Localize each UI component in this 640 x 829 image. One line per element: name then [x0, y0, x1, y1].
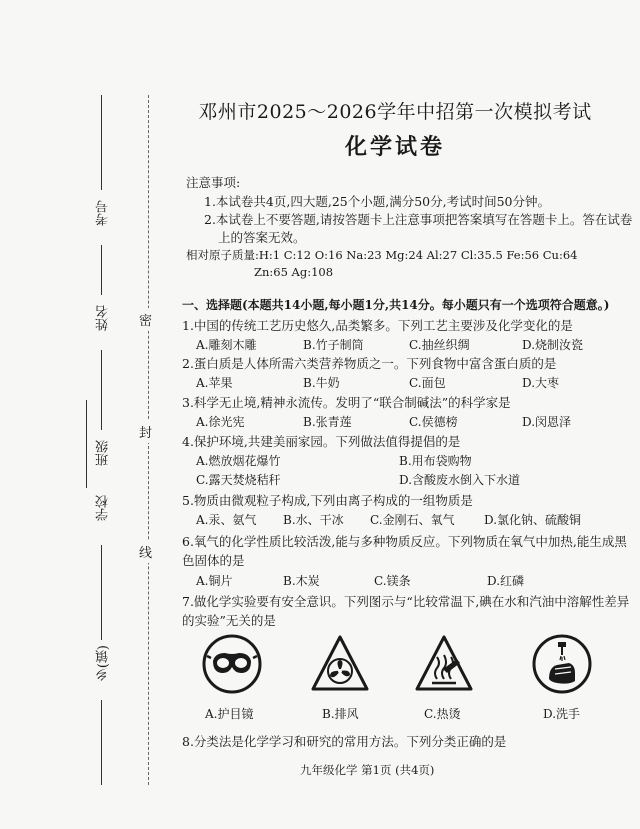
q3-stem: 3.科学无止境,精神永流传。发明了“联合制碱法”的科学家是 [182, 395, 511, 410]
hot-surface-icon [413, 633, 475, 695]
q7-option-d: D.洗手 [543, 707, 581, 721]
q6-stem: 6.氧气的化学性质比较活泼,能与多种物质反应。下列物质在氧气中加热,能生成黑 [182, 534, 627, 549]
atomic-masses: 相对原子质量:H:1 C:12 O:16 Na:23 Mg:24 Al:27 Cl:35.5 Fe:56 Cu:64 [186, 248, 578, 262]
seal-mi: 密 [139, 308, 152, 331]
town-label: 乡(镇) [96, 645, 111, 682]
q6-option-d: D.红磷 [487, 574, 525, 588]
q6-option-c: C.镁条 [374, 574, 411, 588]
q4-option-c: C.露天焚烧秸秆 [196, 473, 281, 487]
q1-option-d: D.烧制汝瓷 [522, 338, 584, 352]
q2-option-c: C.面包 [409, 376, 446, 390]
seal-xian: 线 [139, 540, 152, 563]
q5-stem: 5.物质由微观粒子构成,下列由离子构成的一组物质是 [182, 493, 473, 508]
q7-option-a: A.护目镜 [205, 707, 254, 721]
page-footer: 九年级化学 第1页 (共4页) [300, 763, 435, 777]
section1-heading: 一、选择题(本题共14小题,每小题1分,共14分。每小题只有一个选项符合题意。) [182, 298, 610, 312]
exam-no-label: 考号 [96, 200, 111, 226]
hand-washing-icon [531, 633, 593, 695]
q4-option-a: A.燃放烟花爆竹 [196, 454, 281, 468]
q2-option-a: A.苹果 [196, 376, 233, 390]
notes-item-1: 1.本试卷共4页,四大题,25个小题,满分50分,考试时间50分钟。 [204, 194, 550, 209]
q4-option-d: D.含酸废水倒入下水道 [399, 473, 521, 487]
class-blank [101, 350, 102, 430]
seal-feng: 封 [139, 420, 152, 443]
notes-item-2: 2.本试卷上不要答题,请按答题卡上注意事项把答案填写在答题卡上。答在试卷 [204, 212, 633, 227]
ventilation-icon [309, 633, 371, 695]
q1-stem: 1.中国的传统工艺历史悠久,品类繁多。下列工艺主要涉及化学变化的是 [182, 318, 573, 333]
q7-option-c: C.热烫 [424, 707, 461, 721]
q3-option-a: A.徐光宪 [196, 415, 245, 429]
q8-stem: 8.分类法是化学学习和研究的常用方法。下列分类正确的是 [182, 734, 507, 749]
q1-option-a: A.雕刻木雕 [196, 338, 257, 352]
exam-title: 邓州市2025～2026学年中招第一次模拟考试 [198, 101, 592, 123]
notes-heading: 注意事项: [186, 175, 241, 190]
town-blank [101, 545, 102, 640]
q5-option-b: B.水、干冰 [283, 513, 344, 527]
school-label: 学校 [96, 495, 111, 521]
exam-subtitle: 化学试卷 [344, 134, 445, 160]
q4-option-b: B.用布袋购物 [399, 454, 472, 468]
name-blank [101, 245, 102, 295]
q6-stem-cont: 色固体的是 [182, 553, 245, 568]
q6-option-b: B.木炭 [283, 574, 320, 588]
school-blank [86, 400, 87, 488]
q5-option-d: D.氯化钠、硫酸铜 [484, 513, 582, 527]
q1-option-b: B.竹子制筒 [303, 338, 364, 352]
q2-stem: 2.蛋白质是人体所需六类营养物质之一。下列食物中富含蛋白质的是 [182, 356, 557, 371]
q1-option-c: C.抽丝织绸 [409, 338, 470, 352]
q7-option-b: B.排风 [322, 707, 359, 721]
q2-option-b: B.牛奶 [303, 376, 340, 390]
notes-item-2-cont: 上的答案无效。 [218, 230, 306, 245]
q4-stem: 4.保护环境,共建美丽家园。下列做法值得提倡的是 [182, 434, 461, 449]
atomic-masses-cont: Zn:65 Ag:108 [254, 265, 334, 279]
exam-no-blank [101, 95, 102, 190]
q3-option-c: C.侯德榜 [409, 415, 458, 429]
q6-option-a: A.铜片 [196, 574, 233, 588]
q7-stem-cont: 的实验”无关的是 [182, 613, 276, 628]
q2-option-d: D.大枣 [522, 376, 560, 390]
q5-option-a: A.汞、氨气 [196, 513, 257, 527]
name-label: 姓名 [96, 305, 111, 331]
q3-option-b: B.张青莲 [303, 415, 352, 429]
q5-option-c: C.金刚石、氧气 [370, 513, 455, 527]
class-label: 班级 [96, 440, 111, 466]
goggles-icon [201, 633, 263, 695]
q3-option-d: D.闵恩泽 [522, 415, 572, 429]
q7-stem: 7.做化学实验要有安全意识。下列图示与“比较常温下,碘在水和汽油中溶解性差异 [182, 594, 630, 609]
town-blank-lower [101, 700, 102, 785]
